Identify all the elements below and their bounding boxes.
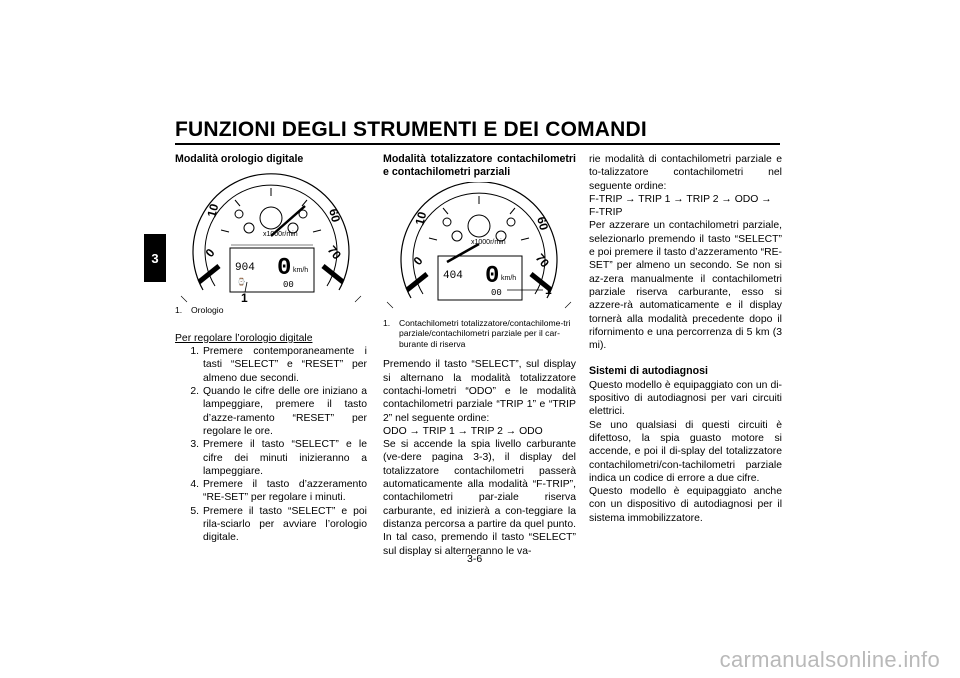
caption-number: 1. — [383, 317, 391, 328]
odometer-display: 404 — [443, 269, 463, 282]
header-rule — [175, 143, 780, 145]
paragraph: Se uno qualsiasi di questi circuiti è difettoso, la spia guasto motore si accende, e poi il di-splay del totalizzatore contachilometri/con-tachilometri parziale indica un codice di errore a due cifre. — [589, 419, 782, 484]
speed-display: 0 — [485, 262, 500, 290]
paragraph: Questo modello è equipaggiato con un di-spositivo di autodiagnosi per vari circuiti elettrici. — [589, 379, 782, 418]
dial-label-0: 0 — [202, 246, 218, 261]
clock-display: 904 — [235, 262, 255, 275]
speed-display: 0 — [277, 255, 292, 283]
section-heading-clock: Modalità orologio digitale — [175, 153, 304, 165]
figure-callout-1: 1 — [241, 291, 248, 306]
mode-sequence: F-TRIP → TRIP 1 → TRIP 2 → ODO → F-TRIP — [589, 193, 772, 219]
clock-steps-list — [175, 345, 367, 544]
instrument-figure-odometer — [383, 182, 576, 310]
mode-sequence: ODO → TRIP 1 → TRIP 2 → ODO — [383, 425, 543, 437]
column-3 — [589, 153, 782, 525]
figure-caption-1 — [383, 318, 576, 350]
instrument-figure-clock — [175, 170, 367, 305]
section-heading-odometer: Modalità totalizzatore contachilometri e contachilometri parziali — [383, 153, 576, 179]
speed-unit: km/h — [501, 274, 517, 282]
speed-unit: km/h — [293, 267, 309, 275]
footer-bar — [0, 640, 960, 678]
dial-label-60: 60 — [534, 214, 552, 232]
dial-label-10: 10 — [204, 202, 222, 220]
chapter-tab: 3 — [144, 234, 166, 282]
rpm-unit-label: x1000r/min — [471, 238, 506, 246]
section-heading-diagnostics: Sistemi di autodiagnosi — [589, 365, 708, 378]
paragraph: Per azzerare un contachilometri parziale, selezionarlo premendo il tasto “SELECT” e poi premere il tasto d’azzeramento “RE-SET” per almeno un secondo. Se non si az-zera manualmente il contachilometri parziale riserva carburante, esso si azzere-rà automaticamente e il display tornerà alla modalità precedente dopo il rifornimento e una percorrenza di 5 km (3 mi). — [589, 220, 782, 352]
dial-label-60: 60 — [326, 207, 344, 224]
page-number: 3-6 — [467, 553, 483, 565]
needle — [447, 244, 479, 262]
dial-label-10: 10 — [412, 209, 430, 227]
figure-callout-1: 1 — [545, 282, 552, 297]
dial-label-70: 70 — [532, 250, 553, 270]
list-item: 5. Premere il tasto “SELECT” e poi rila-sciarlo per avviare l’orologio digitale. — [190, 505, 367, 544]
figure-caption-1 — [175, 305, 367, 316]
paragraph: Premendo il tasto “SELECT”, sul display si alternano la modalità totalizzatore contachi-lometri “ODO” e le modalità contachilometri parziale “TRIP 1” e “TRIP 2” nel seguente ordine: — [383, 359, 576, 424]
dial-label-0: 0 — [410, 253, 426, 268]
column-1 — [175, 153, 367, 545]
subheading-set-clock: Per regolare l’orologio digitale — [175, 332, 313, 344]
list-item: 4. Premere il tasto d’azzeramento “RE-SET” per regolare i minuti. — [190, 479, 367, 504]
speedometer-dial — [387, 182, 571, 308]
clock-icon: ⌚ — [237, 279, 246, 287]
caption-text: Orologio — [191, 305, 224, 316]
column-2 — [383, 153, 576, 558]
odo-small-display: 00 — [283, 280, 294, 291]
paragraph: rie modalità di contachilometri parziale e to-talizzatore contachilometri nel seguente ordine: — [589, 154, 782, 192]
rpm-unit-label: x1000r/min — [263, 231, 298, 239]
caption-number: 1. — [175, 305, 183, 316]
page-header-title: FUNZIONI DEGLI STRUMENTI E DEI COMANDI — [175, 118, 647, 141]
watermark: carmanualsonline.info — [719, 647, 940, 672]
paragraph: Questo modello è equipaggiato anche con un dispositivo di autodiagnosi per il sistema immobilizzatore. — [589, 486, 782, 524]
odo-small-display: 00 — [491, 287, 502, 298]
caption-text: Contachilometri totalizzatore/contachilome-tri parziale/contachilometri parziale per il car-burante di riserva — [399, 317, 571, 349]
list-item: 1. Premere contemporaneamente i tasti “SELECT” e “RESET” per almeno due secondi. — [190, 346, 367, 384]
paragraph: Se si accende la spia livello carburante (ve-dere pagina 3-3), il display del totalizzatore contachilometri passerà automaticamente alla modalità “F-TRIP”, contachilometri par-ziale riserva carburante, ed inizierà a con-teggiare la distanza percorsa a partire da quel punto. In tal caso, premendo il tasto “SELECT” sul display si alterneranno le va- — [383, 439, 576, 557]
speedometer-dial — [181, 174, 361, 305]
list-item: 3. Premere il tasto “SELECT” e le cifre dei minuti inizieranno a lampeggiare. — [190, 439, 367, 477]
dial-label-70: 70 — [324, 243, 345, 263]
list-item: 2. Quando le cifre delle ore iniziano a lampeggiare, premere il tasto d’azze-ramento “RESET” per regolare le ore. — [190, 386, 367, 437]
